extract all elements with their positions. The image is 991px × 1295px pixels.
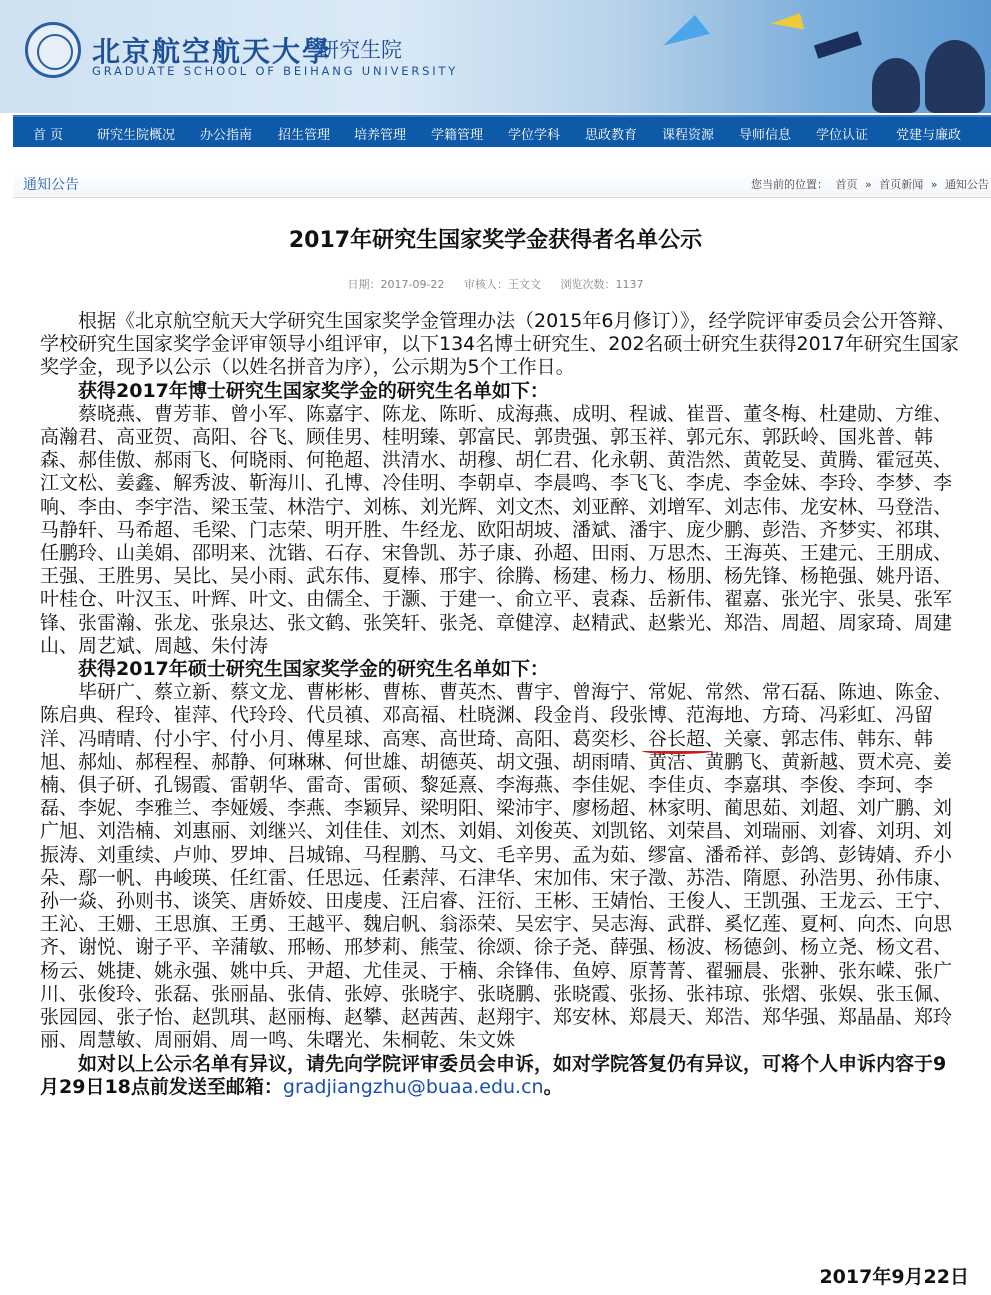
master-names-part-2: 、关豪、郭志伟、韩东、韩旭、郝灿、郝程程、郝静、何琳琳、何世雄、胡德英、胡文强、胡雨晴、黄洁、黄鹏飞、黄新越、贾术亮、姜楠、俱子研、孔锡霞、雷朝华、雷奇、雷硕、黎延熹、李海燕、李佳妮、李佳贞、李嘉琪、李俊、李珂、李磊、李妮、李雅兰、李娅媛、李燕、李颖异、梁明阳、梁沛宇、廖杨超、林家明、蔺思茹、刘超、刘广鹏、刘广旭、刘浩楠、刘惠丽、刘继兴、刘佳佳、刘杰、刘娟、刘俊英、刘凯铭、刘荣昌、刘瑞丽、刘睿、刘玥、刘振涛、刘重续、卢帅、罗坤、吕城锦、马程鹏、马文、毛辛男、孟为茹、缪富、潘希祥、彭鸽、彭铸婧、乔小朵、鄢一帆、冉峻瑛、任红雷、任思远、任素萍、石津华、宋加伟、宋子澂、苏浩、隋愿、孙浩男、孙伟康、孙一焱、孙则书、谈笑、唐娇姣、田虔虔、汪启睿、汪衍、王彬、王婧怡、王俊人、王凯强、王龙云、王宁、王沁、王姗、王思旗、王勇、王越平、魏启帆、翁添荣、吴宏宇、吴志海、武群、奚忆莲、夏柯、向杰、向思齐、谢悦、谢子平、辛蒲敏、邢畅、邢梦莉、熊莹、徐颂、徐子尧、薛强、杨波、杨德剑、杨立尧、杨文君、杨云、姚捷、姚永强、姚中兵、尹超、尤佳灵、于楠、余锋伟、鱼婷、原菁菁、翟骊晨、张翀、张东嵘、张广川、张俊玲、张磊、张丽晶、张倩、张婷、张晓宇、张晓鹏、张晓霞、张扬、张祎琼、张熠、张娱、张玉佩、张园园、张子怡、赵凯琪、赵丽梅、赵攀、赵茜茜、赵翔宇、郑安林、郑晨天、郑浩、郑华强、郑晶晶、郑玲丽、周慧敏、周丽娟、周一鸣、朱曙光、朱桐乾、朱文姝: [40, 727, 953, 1052]
article-date: 日期：2017-09-22: [347, 278, 445, 291]
article-view-count: 浏览次数：1137: [560, 278, 644, 291]
logo-english-name: GRADUATE SCHOOL OF BEIHANG UNIVERSITY: [92, 64, 459, 78]
graduation-cap-decoration: [814, 31, 862, 59]
paper-plane-decoration: [771, 8, 807, 29]
nav-home[interactable]: 首 页: [33, 128, 64, 143]
breadcrumb-label: 您当前的位置：: [751, 178, 829, 191]
section-title: 通知公告: [23, 177, 79, 193]
breadcrumb-separator: »: [930, 178, 938, 191]
article-title: 2017年研究生国家奖学金获得者名单公示: [288, 228, 703, 253]
nav-course-resources[interactable]: 课程资源: [662, 128, 715, 143]
phd-name-list: 蔡晓燕、曹芳菲、曾小军、陈嘉宇、陈龙、陈昕、成海燕、成明、程诚、崔晋、董冬梅、杜建勋、方维、高瀚君、高亚贺、高阳、谷飞、顾佳男、桂明臻、郭富民、郭贵强、郭玉祥、郭元东、郭跃岭、国兆普、韩森、郝佳傲、郝雨飞、何晓雨、何艳超、洪清水、胡穆、胡仁君、化永朝、黄浩然、黄乾旻、黄腾、霍冠英、江文松、姜鑫、解秀波、靳海川、孔博、冷佳明、李朝卓、李晨鸣、李飞飞、李虎、李金妹、李玲、李梦、李响、李由、李宇浩、梁玉莹、林浩宁、刘栋、刘光辉、刘文杰、刘亚醉、刘增军、刘志伟、龙安林、马登浩、马静轩、马希超、毛梁、门志荣、明开胜、牛经龙、欧阳胡坡、潘斌、潘宇、庞少鹏、彭浩、齐梦实、祁琪、任鹏玲、山美娟、邵明来、沈锴、石存、宋鲁凯、苏子康、孙超、田雨、万思杰、王海英、王建元、王朋成、王强、王胜男、吴比、吴小雨、武东伟、夏棒、邢宇、徐腾、杨建、杨力、杨朋、杨先锋、杨艳强、姚丹语、叶桂仓、叶汉玉、叶辉、叶文、由儒全、于灏、于建一、俞立平、袁森、岳新伟、翟嘉、张光宇、张昊、张军锋、张雷瀚、张龙、张泉达、张文鹤、张笑轩、张尧、章健淳、赵精武、赵紫光、郑浩、周超、周家琦、周建山、周艺斌、周越、朱付涛: [40, 402, 953, 657]
appeal-paragraph: [40, 1053, 965, 1099]
nav-degree-discipline[interactable]: 学位学科: [508, 128, 561, 143]
phd-list-heading: 获得2017年博士研究生国家奖学金的研究生名单如下：: [78, 379, 549, 402]
highlighted-name: 谷长超: [648, 727, 706, 750]
section-bar: [13, 168, 991, 198]
nav-overview[interactable]: 研究生院概况: [97, 128, 176, 143]
nav-admissions[interactable]: 招生管理: [278, 128, 331, 143]
nav-degree-certification[interactable]: 学位认证: [816, 128, 869, 143]
graduate-figure-decoration: [925, 40, 985, 113]
graduate-figure-decoration: [872, 58, 920, 113]
appeal-end: 。: [543, 1075, 563, 1098]
article-body: [40, 310, 965, 1099]
intro-paragraph: 根据《北京航空航天大学研究生国家奖学金管理办法（2015年6月修订）》，经学院评审委员会公开答辩、学校研究生国家奖学金评审领导小组评审，以下134名博士研究生、202名硕士研究生获得2017年研究生国家奖学金，现予以公示（以姓名拼音为序），公示期为5个工作日。: [40, 310, 959, 379]
breadcrumb-news[interactable]: 首页新闻: [879, 178, 924, 191]
nav-student-status[interactable]: 学籍管理: [431, 128, 484, 143]
university-seal-logo[interactable]: [25, 22, 81, 78]
article-reviewer: 审核人：王文文: [463, 278, 541, 291]
master-name-list: [40, 681, 965, 1052]
appeal-text: 如对以上公示名单有异议，请先向学院评审委员会申诉，如对学院答复仍有异议，可将个人申诉内容于9月29日18点前发送至邮箱：: [40, 1052, 947, 1098]
breadcrumb-notices[interactable]: 通知公告: [945, 178, 989, 191]
nav-ideological-education[interactable]: 思政教育: [585, 128, 638, 143]
nav-training[interactable]: 培养管理: [354, 128, 407, 143]
logo-school-name[interactable]: 研究生院: [318, 38, 402, 62]
master-names-part-1: 毕研广、蔡立新、蔡文龙、曹彬彬、曹栋、曹英杰、曹宇、曾海宁、常妮、常然、常石磊、陈迪、陈金、陈启典、程玲、崔萍、代玲玲、代员禛、邓高福、杜晓渊、段金肖、段张博、范海地、方琦、冯彩虹、冯留洋、冯晴晴、付小宇、付小月、傅星球、高寒、高世琦、高阳、葛奕杉、: [40, 681, 953, 750]
article-meta: [0, 276, 991, 292]
logo-chinese-name[interactable]: 北京航空航天大學: [92, 35, 333, 68]
nav-office-guide[interactable]: 办公指南: [200, 128, 253, 143]
nav-supervisor-info[interactable]: 导师信息: [739, 128, 792, 143]
site-header: [0, 0, 991, 113]
signature-date: 2017年9月22日: [819, 1266, 969, 1288]
appeal-email-link[interactable]: gradjiangzhu@buaa.edu.cn: [282, 1075, 544, 1098]
breadcrumb-home[interactable]: 首页: [835, 178, 858, 191]
breadcrumb-separator: »: [865, 178, 872, 191]
main-navigation: [13, 115, 991, 147]
nav-party-building[interactable]: 党建与廉政: [896, 128, 962, 143]
master-list-heading: 获得2017年硕士研究生国家奖学金的研究生名单如下：: [78, 658, 549, 681]
breadcrumb: [749, 176, 991, 192]
paper-plane-decoration: [658, 13, 710, 46]
